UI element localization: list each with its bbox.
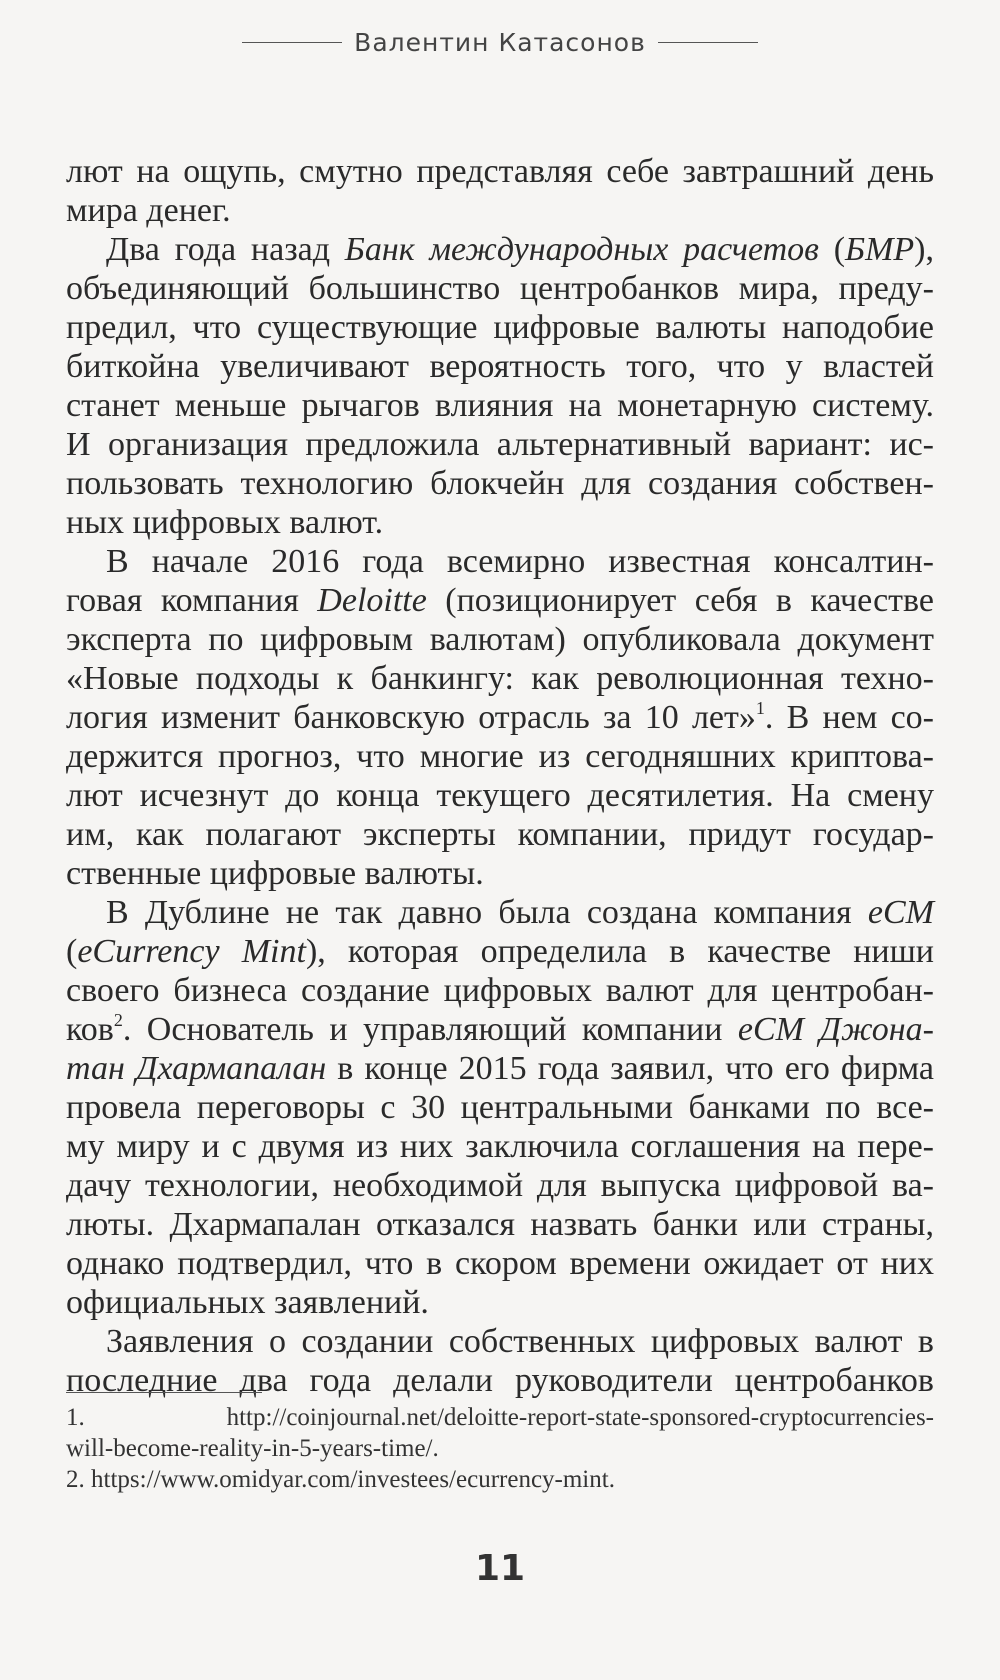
footnote-2: 2. https://www.omidyar.com/investees/ecurrency-mint. [66, 1466, 615, 1493]
text-line: официальных заявлений. [66, 1284, 429, 1321]
body-text [66, 152, 934, 1400]
footnote-1: 1. http://coinjournal.net/deloitte-report-state-sponsored-cryptocurrencies- [66, 1404, 934, 1431]
text-line: «Новые подходы к банкингу: как революционная техно- [66, 660, 934, 697]
text-line: И организация предложила альтернативный вариант: ис- [66, 426, 934, 463]
text-line: (eCurrency Mint), которая определила в качестве ниши [66, 933, 934, 970]
text-line: станет меньше рычагов влияния на монетарную систему. [66, 387, 934, 424]
text-line: предил, что существующие цифровые валюты наподобие [66, 309, 934, 346]
text-line: биткойна увеличивают вероятность того, что у властей [66, 348, 934, 385]
footnote-1-cont: will-become-reality-in-5-years-time/. [66, 1435, 439, 1462]
text-line: пользовать технологию блокчейн для создания собствен- [66, 465, 934, 502]
text-line: Два года назад Банк международных расчетов (БМР), [106, 231, 934, 268]
text-line: В Дублине не так давно была создана компания eCM [106, 894, 934, 931]
footnote-ref-1: 1 [755, 698, 765, 718]
footnote-separator [66, 1392, 262, 1393]
header-rule-right [658, 42, 758, 43]
text-line: своего бизнеса создание цифровых валют для центробан- [66, 972, 934, 1009]
footnotes [66, 1402, 934, 1495]
text-line: последние два года делали руководители центробанков [66, 1362, 934, 1399]
text-line: эксперта по цифровым валютам) опубликовала документ [66, 621, 934, 658]
text-line: ственные цифровые валюты. [66, 855, 484, 892]
footnote-ref-2: 2 [113, 1010, 123, 1030]
text-line: лют на ощупь, смутно представляя себе завтрашний день [66, 153, 934, 190]
text-line: мира денег. [66, 192, 231, 229]
text-line: лют исчезнут до конца текущего десятилетия. На смену [66, 777, 934, 814]
header-rule-left [242, 42, 342, 43]
running-header [0, 28, 1000, 57]
text-line: однако подтвердил, что в скором времени ожидает от них [66, 1245, 934, 1282]
text-line: логия изменит банковскую отрасль за 10 лет»$^1$. В нем со- [66, 698, 934, 736]
text-line: провела переговоры с 30 центральными банками по все- [66, 1089, 934, 1126]
text-line: объединяющий большинство центробанков мира, преду- [66, 270, 934, 307]
text-line: держится прогноз, что многие из сегодняшних криптова- [66, 738, 934, 775]
text-line: му миру и с двумя из них заключила соглашения на пере- [66, 1128, 934, 1165]
text-line: дачу технологии, необходимой для выпуска цифровой ва- [66, 1167, 934, 1204]
text-line: В начале 2016 года всемирно известная консалтин- [106, 543, 934, 580]
page-number: 11 [474, 1548, 526, 1589]
author-name: Валентин Катасонов [354, 28, 646, 57]
text-line: ков$^2$. Основатель и управляющий компании eCM Джона- [66, 1010, 934, 1048]
text-line: люты. Дхармапалан отказался назвать банки или страны, [66, 1206, 934, 1243]
text-line: говая компания Deloitte (позиционирует себя в качестве [66, 582, 934, 619]
text-line: им, как полагают эксперты компании, придут государ- [66, 816, 934, 853]
text-line: тан Дхармапалан в конце 2015 года заявил, что его фирма [66, 1050, 934, 1087]
text-line: Заявления о создании собственных цифровых валют в [106, 1323, 934, 1360]
text-line: ных цифровых валют. [66, 504, 384, 541]
